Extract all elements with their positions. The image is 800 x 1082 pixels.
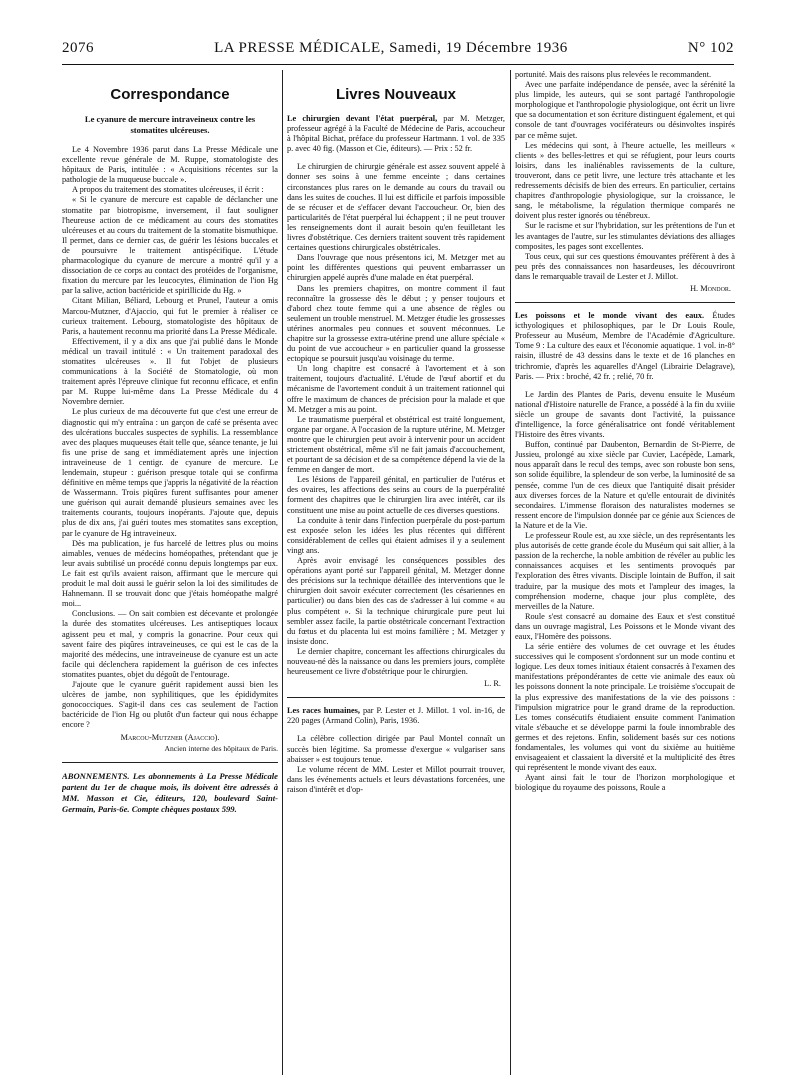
paragraph: Citant Milian, Béliard, Lebourg et Prunel, l'auteur a omis Marcou-Mutzner, d'Ajaccio, qui fut le premier à réaliser ce curieux traitement. Lebourg, stomatologiste des hôpitaux de Paris, a hautement reconnu ma priorité dans La Presse Médicale. (62, 296, 278, 336)
paragraph: Buffon, continué par Daubenton, Bernardin de St-Pierre, de Jussieu, prolongé au xixe siècle par Cuvier, Lacépède, Lamark, nous apparaît dans le recul des temps, avec son robuste bon sens, son solide équilibre, la splendeur de son verbe, la luminosité de sa pensée, comme l'un de ces dieux que l'antiquité disait présider aux diverses forces de la Nature et qu'elle entourait de divinités secondaires. L'immense floraison des naturalistes modernes se ressent encore de l'impulsion donnée par ce génie aux Sciences de la Nature et de la Vie. (515, 440, 735, 530)
article-title: Le cyanure de mercure intraveineux contre les stomatites ulcéreuses. (84, 114, 256, 135)
paragraph: Le volume récent de MM. Lester et Millot pourrait trouver, dans les événements actuels et leurs dévastations forcenées, une raison d'intérêt et d'op- (287, 764, 505, 794)
author-signature: Marcou-Mutzner (Ajaccio). (120, 733, 220, 743)
paragraph: Conclusions. — On sait combien est décevante et prolongée la durée des stomatites ulcéreuses. Les antiseptiques locaux agissent peu et mal, y compris la gonacrine. Pour ceux qui savent faire des piqûres intraveineuses, ce qui est le cas de la majorité des médecins, une intraveineuse de cyanure est un acte facile qui déclenchera rapidement la guérison de ces infectes stomatites puantes, objet du dégoût de l'entourage. (62, 609, 278, 679)
paragraph: Le dernier chapitre, concernant les affections chirurgicales du nouveau-né dès la naissance ou dans les premiers jours, complète heureusement ce livre d'obstétrique pour le chirurgien. (287, 646, 505, 677)
paragraph: Après avoir envisagé les conséquences possibles des opérations ayant porté sur l'appareil génital, M. Metzger donne des précisions sur la technique détaillée des interventions que le chirurgien doit savoir exécuter correctement (les césariennes en particulier) ou dans bien des cas de s'adresser à lui comme « au plus compétent ». Si la technique chirurgicale pure peut lui sembler assez facile, la partie obstétricale concernant l'extraction du fœtus et du placenta lui est moins familière ; M. Metzger y insiste donc. (287, 556, 505, 646)
paragraph: La célèbre collection dirigée par Paul Montel connaît un succès bien légitime. Sa promesse d'exergue « vulgariser sans abaisser » est toujours tenue. (287, 734, 505, 764)
review-heading (287, 114, 505, 154)
paragraph: Effectivement, il y a dix ans que j'ai publié dans le Monde médical un travail intitulé : « Un traitement paradoxal des stomatites ulcéreuses ». Il fut l'objet de plusieurs communications à la Société de Stomatologie, où mon traitement après l'épreuve clinique fut reconnu efficace, et enfin par M. Ruppe lui-même dans La Presse Médicale du 4 Novembre dernier. (62, 336, 278, 407)
paragraph: Dans les premiers chapitres, on montre comment il faut reconnaître la grossesse dès le début ; y penser toujours et d'abord chez toute femme qui a une absence de règles ou seulement un trouble menstruel. M. Metzger étudie les grossesses utérines anormales peu connues et souvent méconnues. Le chapitre sur la grossesse extra-utérine prend une allure spéciale « du point de vue accoucheur » en particulier quand la grossesse ectopique se poursuit jusqu'au voisinage du terme. (287, 283, 505, 364)
section-title-correspondance: Correspondance (110, 86, 230, 103)
review-reference: par M. Metzger, professeur agrégé à la Faculté de Médecine de Paris, accoucheur à l'hôpital Bichat, préface du professeur Hartmann. 1 vol. de 335 p. avec 40 fig. (Masson et Cie, éditeurs). — Prix : 52 fr. (287, 114, 505, 154)
paragraph: A propos du traitement des stomatites ulcéreuses, il écrit : (72, 185, 264, 195)
paragraph: Les lésions de l'appareil génital, en particulier de l'utérus et des ovaires, les affections des seins au cours de la puerpéralité forment des chapitres que le chirurgien lira avec intérêt, car ils constituent une mise au point actuelle de ces diverses questions. (287, 475, 505, 515)
paragraph: La série entière des volumes de cet ouvrage et les études successives qui le composent s'ordonnent sur un mode continu et logique. Les deux tomes initiaux étaient consacrés à l'examen des manifestations prépondérantes de cette vie animale des eaux où les poissons donnent la note principale. Le troisième s'occupait de la plus expressive des manifestations de la vie des poissons : l'impulsion migratrice pour le grand drame de la reproduction. Les tomes consécutifs étudiaient ensuite comment l'animation vitale s'ébauche et se développe parmi la foule innombrable des germes et des rejetons. Enfin, solidement basés sur ces notions fondamentales, les volumes qui vont du sixième au huitième envisageaient et classaient la diversité et la multiplicité des êtres qui représentent le monde vivant des eaux. (515, 642, 735, 773)
review-heading (515, 311, 735, 382)
column-continued (515, 70, 735, 1075)
paragraph: La conduite à tenir dans l'infection puerpérale du post-partum est exposée selon les idées les plus récentes qui diffèrent considérablement de celles qui étaient admises il y a seulement vingt ans. (287, 515, 505, 555)
paragraph: Dès ma publication, je fus harcelé de lettres plus ou moins aimables, venues de médecins homéopathes, prétendant que je leur avais subtilisé un procédé connu depuis longtemps par eux. Le fait est qu'ils avaient raison, affirmant que le mercure qui produit le mal doit aussi le guérir selon la loi des similitudes de Hahnemann. Il se trouvait donc que j'étais homéopathe malgré moi... (62, 538, 278, 609)
paragraph: Dans l'ouvrage que nous présentons ici, M. Metzger met au point les différentes questions qui peuvent embarrasser un chirurgien appelé auprès d'une malade en état puerpéral. (287, 253, 505, 283)
review-signature: H. Mondor. (690, 283, 731, 293)
paragraph: Le 4 Novembre 1936 parut dans La Presse Médicale une excellente revue générale de M. Ruppe, stomatologiste des hôpitaux de Paris, intitulée : « Acquisitions récentes sur la pathologie de la muqueuse buccale ». (62, 145, 278, 185)
paragraph: Le Jardin des Plantes de Paris, devenu ensuite le Muséum national d'Histoire naturelle de France, a possédé à la fin du xviiie siècle un groupe de savants dont l'activité, la puissance d'intelligence, la force généralisatrice ont fondé véritablement l'Histoire des êtres vivants. (515, 389, 735, 440)
paragraph: J'ajoute que le cyanure guérit rapidement aussi bien les ulcères de jambe, non syphilitiques, que les épididymites gonococciques. S'agit-il dans ces cas seulement de l'action bactéricide de l'ion Hg ou plutôt d'un facteur qui nous échappe encore ? (62, 679, 278, 730)
issue-number: N° 102 (687, 40, 734, 56)
paragraph: Le plus curieux de ma découverte fut que c'est une erreur de diagnostic qui m'y entraîna : un garçon de café se présenta avec des ulcérations buccales suspectes de syphilis. La ressemblance avec des plaques muqueuses était telle que, séance tenante, je lui fis une prise de sang et immédiatement après une injection intraveineuse de 1 centigr. de cyanure de mercure. Le lendemain, stupeur : guérison presque totale qui se confirma définitive en même temps que j'appris la négativité de la réaction de Wassermann. Trois piqûres furent suffisantes pour amener une guérison qui aurait demandé plusieurs semaines avec les traitements courants, toujours inopérants. J'ajoute que, depuis plus de dix ans, j'ai guéri toutes mes stomatites sans exception, par le cyanure de Hg intraveineux. (62, 407, 278, 538)
page-number: 2076 (62, 40, 94, 56)
review-title: Les poissons et le monde vivant des eaux. (515, 311, 705, 321)
paragraph: Ayant ainsi fait le tour de l'horizon morphologique et biologique du royaume des poissons, Roule a (515, 773, 735, 793)
review-divider (515, 302, 735, 303)
paragraph: Le chirurgien de chirurgie générale est assez souvent appelé à donner ses soins à une femme enceinte ; dans certaines circonstances plus rares on le demande au cours du travail ou dans les suites de couches. Il lui est difficile et parfois impossible de se récuser et de s'effacer devant l'accoucheur. Or, bien des particularités de l'état puerpéral lui échappent ; il ne peut trouver les renseignements dont il aurait besoin qu'en feuilletant les livres d'obstétrique. Ces derniers traitent souvent très rapidement certaines questions chirurgicales obstétricales. (287, 162, 505, 253)
column-correspondance (62, 70, 278, 1075)
review-title: Le chirurgien devant l'état puerpéral, (287, 114, 438, 123)
paragraph: Sur le racisme et sur l'hybridation, sur les prétentions de l'un et les avantages de l'autre, sur les stimulantes déviations des alliages composites, les pages sont excellentes. (515, 221, 735, 251)
paragraph: Un long chapitre est consacré à l'avortement et à son traitement, toujours d'actualité. L'étude de l'œuf abortif et du mécanisme de l'avortement conduit à un traitement rationnel qui offre le maximum de chances de précision pour la malade et que M. Metzger a mis au point. (287, 364, 505, 414)
section-title-livres: Livres Nouveaux (335, 86, 457, 103)
paragraph: Roule s'est consacré au domaine des Eaux et s'est constitué dans un ouvrage magistral, Les Poissons et le Monde vivant des eaux, l'Homère des poissons. (515, 611, 735, 641)
paragraph: Tous ceux, qui sur ces questions émouvantes préfèrent à des à peu près des connaissances non hasardeuses, les découvriront dans le remarquable travail de Lester et J. Millot. (515, 251, 735, 281)
paragraph: « Si le cyanure de mercure est capable de déclancher une stomatite par biotropisme, inversement, il faut souligner l'heureuse action de ce médicament au cours des stomatites ulcéreuses et au cours du traitement de la stomatite bismuthique. Il permet, dans ce dernier cas, de guérir les lésions buccales et de poursuivre le traitement antispécifique. L'étude pharmacologique du cyanure de mercure a montré qu'il y a dissociation de ce corps au contact des protéides de l'organisme, fixation du mercure par les leucocytes, élimination de l'ion Hg par la salive, action bactéricide et spirillicide du Hg. » (62, 195, 278, 296)
paragraph: Le professeur Roule est, au xxe siècle, un des représentants les plus autorisés de cette grande école du Muséum qui sait allier, à la passion de la recherche, la noble ambition de révéler au public les connaissances acquises et les sentiments provoqués par l'exploration des êtres vivants. Disciple lointain de Buffon, il sait traduire, par la musique des mots et l'ampleur des images, la compréhension moderne, chaque jour plus complète, des merveilles de la Nature. (515, 531, 735, 611)
paragraph: Les médecins qui sont, à l'heure actuelle, les meilleurs « clients » des belles-lettres et qui se réfugient, pour leurs courts loisirs, dans les inaliénables ravissements de la culture, trouveront, dans ce petit livre, une lecture très attachante et les redressements décisifs de bien des erreurs. En particulier, certains chapitres d'anthropologie physiologique, sur la croissance, le sang, le métabolisme, la régulation thermique comparés ne doivent plus rester ignorés ou ténébreux. (515, 140, 735, 221)
paragraph: portunité. Mais des raisons plus relevées le recommandent. (515, 70, 712, 79)
column-livres-nouveaux (287, 70, 505, 1075)
journal-title: LA PRESSE MÉDICALE, Samedi, 19 Décembre 1936 (214, 40, 568, 56)
paragraph: Le traumatisme puerpéral et obstétrical est traité longuement, organe par organe. A l'occasion de la rupture utérine, M. Metzger montre que le chirurgien peut avoir à intervenir pour un accident strictement obstétrical, même s'il ne fait jamais d'accouchement, et pourtant de sa décision et de sa compétence dépend la vie de la femme en danger de mort. (287, 414, 505, 475)
subscription-notice: ABONNEMENTS. Les abonnements à La Presse Médicale partent du 1er de chaque mois, ils doivent être adressés à MM. Masson et Cie, éditeurs, 120, boulevard Saint-Germain, Paris-6e. Compte chèques postaux 599. (62, 770, 278, 814)
author-title: Ancien interne des hôpitaux de Paris. (164, 743, 278, 753)
section-divider (62, 762, 278, 763)
header-rule (62, 64, 734, 65)
paragraph: Avec une parfaite indépendance de pensée, avec la sérénité la plus limpide, les auteurs, qui se sont partagé l'anthropologie morphologique et l'anthropologie physiologique, ont écrit un livre que sa documentation et son écriture distinguent également, et qui console de tant d'ouvrages vociférateurs ou désinvoltes inspirés par ce même sujet. (515, 80, 735, 140)
column-divider-1 (282, 70, 283, 1075)
review-signature: L. R. (484, 679, 501, 689)
review-reference: par P. Lester et J. Millot. 1 vol. in-16, de 220 pages (Armand Colin), Paris, 1936. (287, 706, 505, 726)
review-reference: Études icthyologiques et philosophiques, par le Dr Louis Roule, Professeur au Muséum, Membre de l'Académie d'Agriculture. Tome 9 : La culture des eaux et l'économie aquatique. 1 vol. in-8° raisin, illustré de 43 dessins dans le texte et de 16 planches en trichromie, d'après les aquarelles d'Angel (Librairie Delagrave), Paris. — Prix : broché, 42 fr. ; relié, 70 fr. (515, 311, 735, 381)
review-divider (287, 697, 505, 698)
column-divider-2 (510, 70, 511, 1075)
review-heading (287, 706, 505, 726)
page-header (62, 40, 734, 64)
review-title: Les races humaines, (287, 706, 360, 716)
